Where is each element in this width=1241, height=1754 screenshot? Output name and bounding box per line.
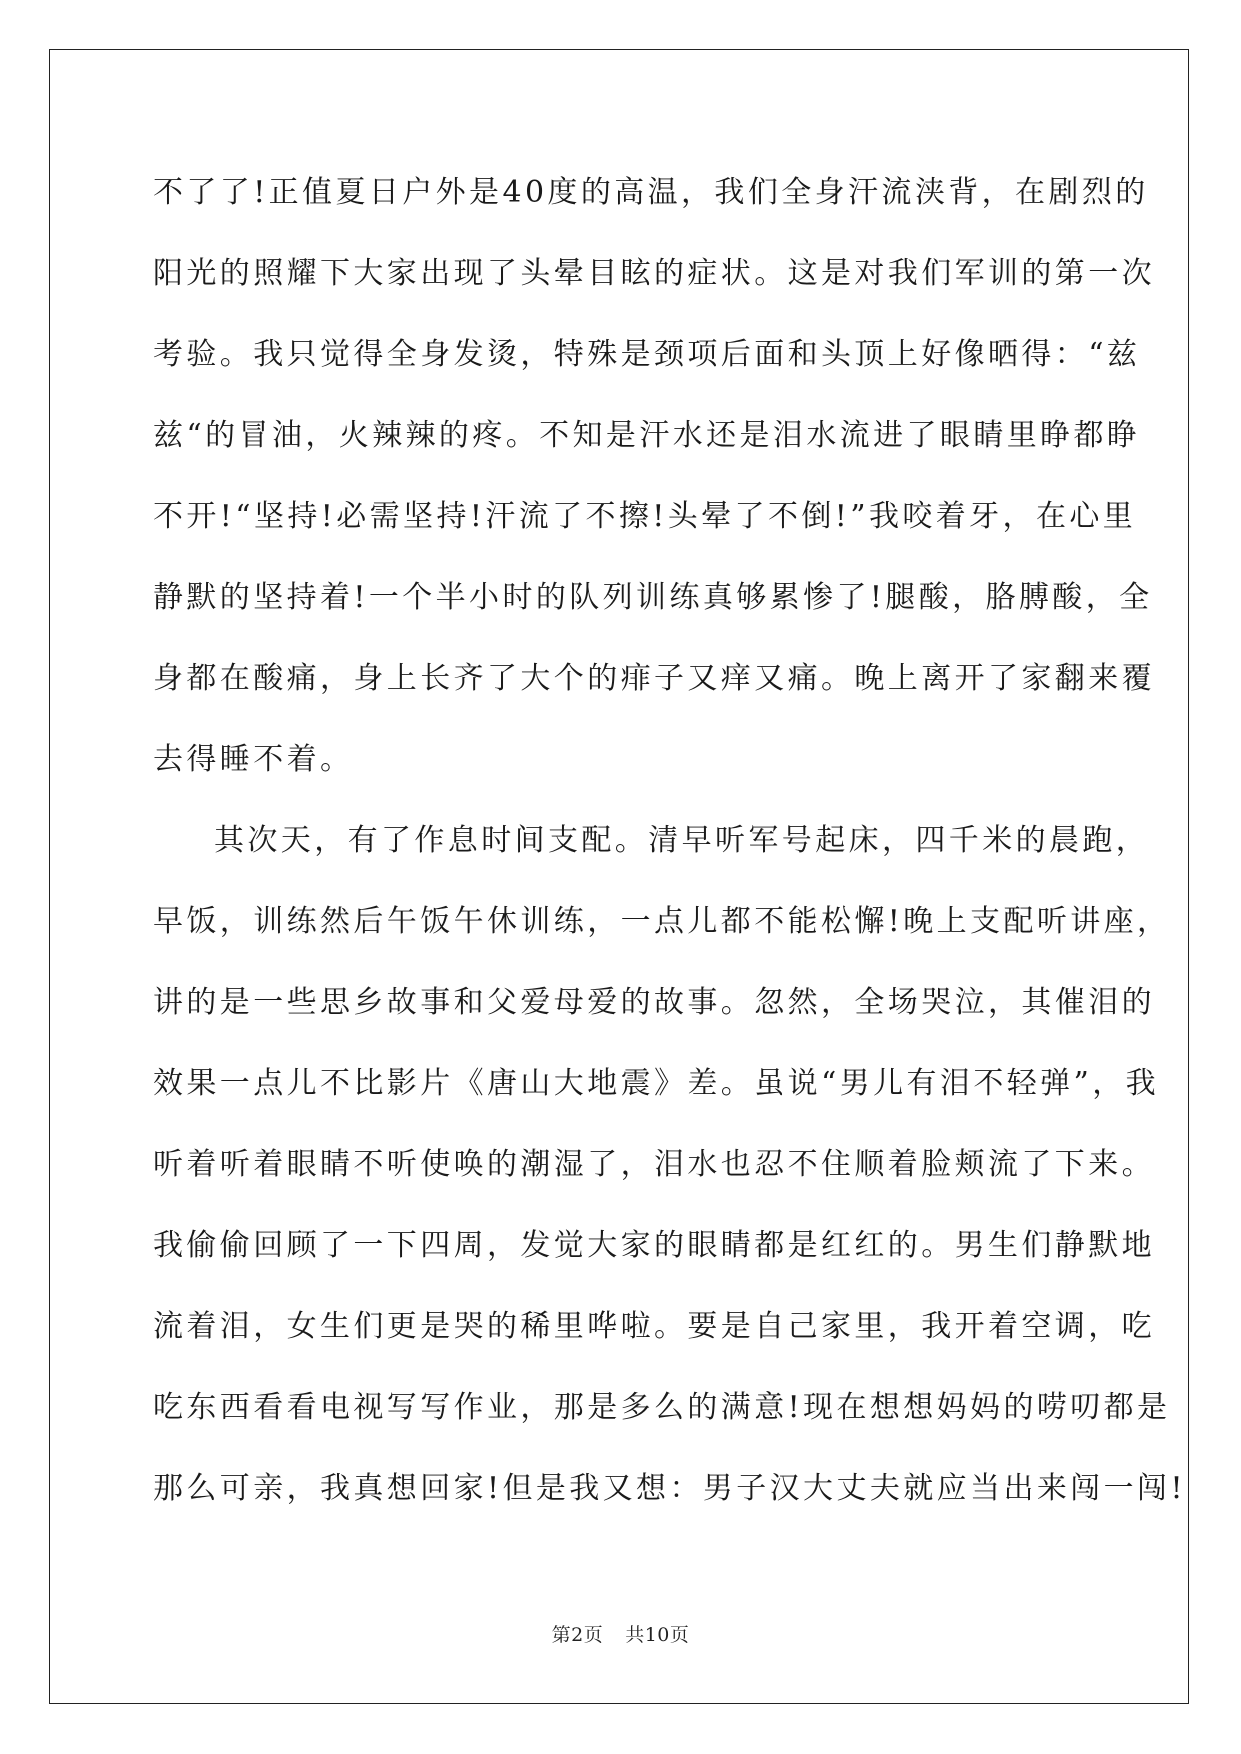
text-line: 那么可亲，我真想回家!但是我又想：男子汉大丈夫就应当出来闯一闯! [153, 1471, 1186, 1506]
text-line: 早饭，训练然后午饭午休训练，一点儿都不能松懈!晚上支配听讲座， [153, 904, 1171, 939]
total-pages: 共10页 [625, 1624, 690, 1646]
text-line: 阳光的照耀下大家出现了头晕目眩的症状。这是对我们军训的第一次 [153, 256, 1155, 291]
text-line: 吃东西看看电视写写作业，那是多么的满意!现在想想妈妈的唠叨都是 [153, 1390, 1171, 1425]
paragraph-2 [153, 800, 1186, 1529]
text-line: 我偷偷回顾了一下四周，发觉大家的眼睛都是红红的。男生们静默地 [153, 1228, 1155, 1263]
text-line: 考验。我只觉得全身发烫，特殊是颈项后面和头顶上好像晒得：“兹 [153, 337, 1141, 372]
text-line: 不开!“坚持!必需坚持!汗流了不擦!头晕了不倒!”我咬着牙，在心里 [153, 499, 1137, 534]
document-body [153, 152, 1186, 1529]
text-line: 效果一点儿不比影片《唐山大地震》差。虽说“男儿有泪不轻弹”，我 [153, 1066, 1160, 1101]
text-line: 流着泪，女生们更是哭的稀里哗啦。要是自己家里，我开着空调，吃 [153, 1309, 1155, 1344]
page-footer [0, 1620, 1241, 1647]
text-line: 讲的是一些思乡故事和父爱母爱的故事。忽然，全场哭泣，其催泪的 [153, 985, 1155, 1020]
text-line: 静默的坚持着!一个半小时的队列训练真够累惨了!腿酸，胳膊酸，全 [153, 580, 1153, 615]
text-line: 去得睡不着。 [153, 742, 354, 777]
text-line: 不了了!正值夏日户外是40度的高温，我们全身汗流浃背，在剧烈的 [153, 175, 1149, 210]
page-number: 第2页 [551, 1624, 604, 1646]
text-line: 兹“的冒油，火辣辣的疼。不知是汗水还是泪水流进了眼睛里睁都睁 [153, 418, 1141, 453]
text-line: 身都在酸痛，身上长齐了大个的痱子又痒又痛。晚上离开了家翻来覆 [153, 661, 1155, 696]
text-line: 听着听着眼睛不听使唤的潮湿了，泪水也忍不住顺着脸颊流了下来。 [153, 1147, 1155, 1182]
text-line: 其次天，有了作息时间支配。清早听军号起床，四千米的晨跑， [214, 823, 1150, 858]
paragraph-1 [153, 152, 1155, 800]
